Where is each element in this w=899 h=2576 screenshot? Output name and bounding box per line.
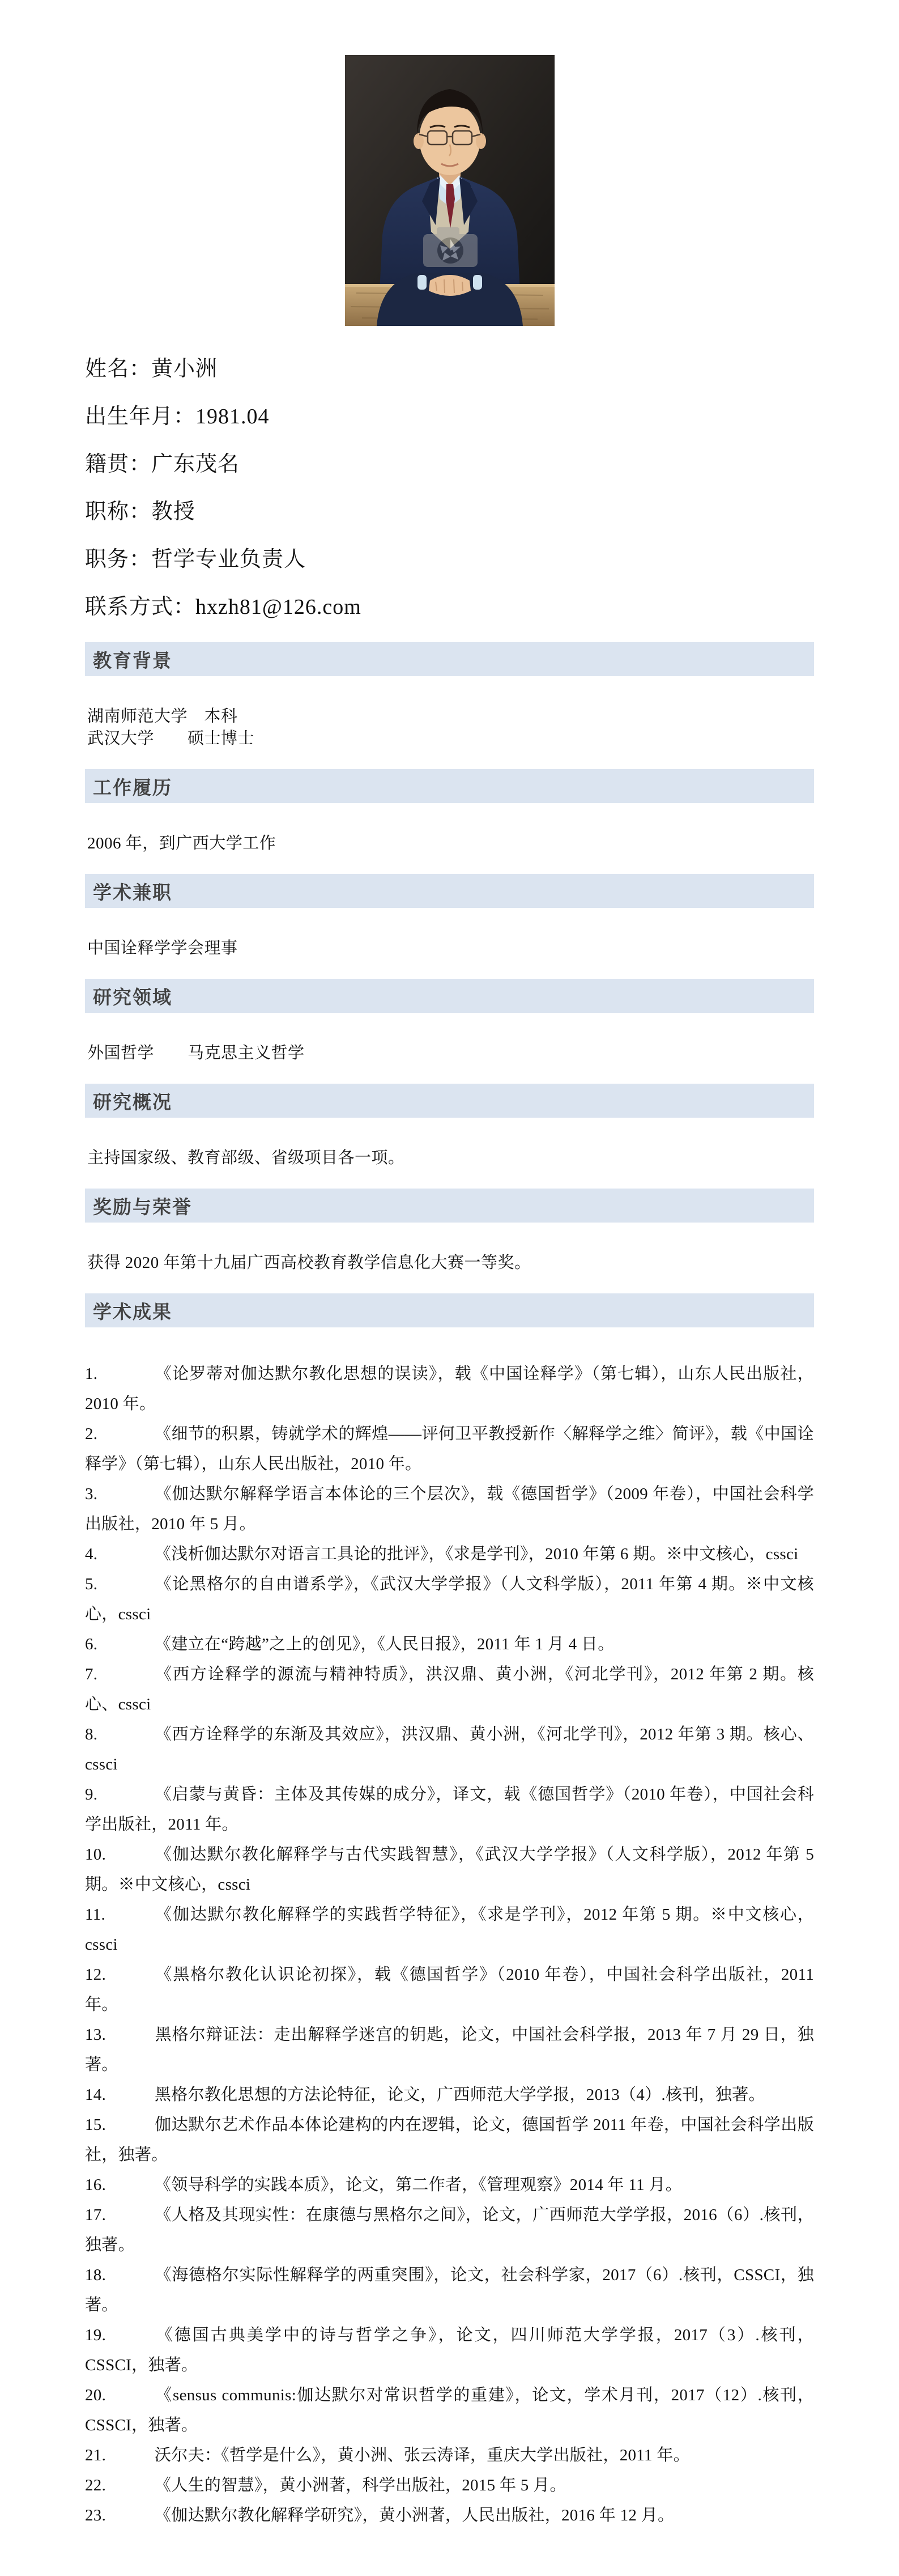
publication-number: 12. — [85, 1966, 106, 1984]
publication-number: 22. — [85, 2476, 106, 2494]
publication-text: 《西方诠释学的源流与精神特质》，洪汉鼎、黄小洲，《河北学刊》，2012 年第 2 期。核心、cssci — [85, 1665, 814, 1713]
field-value: hxzh81@126.com — [195, 595, 361, 619]
publication-text: 黑格尔辩证法：走出解释学迷宫的钥匙，论文，中国社会科学报，2013 年 7 月 29 日，独著。 — [85, 2026, 814, 2074]
publication-item — [85, 1479, 814, 1539]
field-value: 教授 — [151, 500, 196, 524]
profile-photo-graphic — [345, 55, 555, 326]
section-title: 奖励与荣誉 — [93, 1196, 192, 1217]
publication-item — [85, 2441, 814, 2471]
publication-text: 《启蒙与黄昏：主体及其传媒的成分》，译文，载《德国哲学》（2010 年卷），中国社会科学出版社，2011 年。 — [85, 1785, 814, 1834]
personal-info — [85, 345, 814, 631]
publication-item — [85, 1569, 814, 1629]
section-header-education — [85, 642, 814, 676]
publication-number: 3. — [85, 1485, 98, 1503]
section-content-line: 主持国家级、教育部级、省级项目各一项。 — [87, 1149, 405, 1167]
section-academic-service — [85, 874, 814, 979]
publication-number: 5. — [85, 1575, 98, 1593]
section-content-line: 2006 年，到广西大学工作 — [87, 834, 276, 852]
section-title: 研究领域 — [93, 986, 172, 1008]
field-value: 广东茂名 — [151, 452, 240, 476]
section-content-line: 获得 2020 年第十九届广西高校教育教学信息化大赛一等奖。 — [87, 1254, 531, 1272]
section-content-education — [85, 676, 814, 769]
publication-number: 2. — [85, 1425, 98, 1443]
publication-number: 17. — [85, 2206, 106, 2224]
publication-number: 1. — [85, 1365, 98, 1383]
publication-text: 《海德格尔实际性解释学的两重突围》，论文，社会科学家，2017（6）.核刊，CSSCI，独著。 — [85, 2266, 814, 2314]
section-header-research-fields — [85, 979, 814, 1013]
publication-number: 11. — [85, 1906, 106, 1924]
publication-item — [85, 2380, 814, 2441]
section-content-research-overview — [85, 1118, 814, 1189]
publication-list — [85, 1327, 814, 2576]
publication-text: 《黑格尔教化认识论初探》，载《德国哲学》（2010 年卷），中国社会科学出版社，2011 年。 — [85, 1966, 814, 2014]
publication-number: 10. — [85, 1845, 106, 1864]
field-value: 1981.04 — [195, 405, 270, 428]
section-header-academic-service — [85, 874, 814, 908]
section-title: 工作履历 — [93, 776, 172, 798]
publication-item — [85, 2110, 814, 2170]
section-content-work-history — [85, 803, 814, 874]
section-content-academic-service — [85, 908, 814, 979]
publication-text: 《德国古典美学中的诗与哲学之争》，论文，四川师范大学学报，2017（3）.核刊，CSSCI，独著。 — [85, 2326, 814, 2374]
profile-field-native-place — [85, 440, 814, 488]
profile-field-name — [85, 345, 814, 393]
section-title: 学术成果 — [93, 1301, 172, 1322]
profile-field-title — [85, 488, 814, 536]
publication-number: 14. — [85, 2086, 106, 2104]
publication-item — [85, 1720, 814, 1780]
publication-item — [85, 1359, 814, 1419]
publication-number: 18. — [85, 2266, 106, 2284]
section-education — [85, 642, 814, 769]
publication-item — [85, 2080, 814, 2110]
publication-number: 4. — [85, 1545, 98, 1563]
section-content-line: 外国哲学 马克思主义哲学 — [87, 1044, 305, 1062]
publication-number: 9. — [85, 1785, 98, 1803]
publication-number: 16. — [85, 2176, 106, 2194]
profile-field-position — [85, 536, 814, 583]
publication-text: 《人格及其现实性：在康德与黑格尔之间》，论文，广西师范大学学报，2016（6）.核刊，独著。 — [85, 2206, 814, 2254]
section-content-research-fields — [85, 1013, 814, 1084]
profile-field-contact — [85, 583, 814, 631]
publication-number: 13. — [85, 2026, 106, 2044]
publication-item — [85, 1419, 814, 1479]
publication-number: 15. — [85, 2116, 106, 2134]
publication-text: 《论黑格尔的自由谱系学》，《武汉大学学报》（人文科学版），2011 年第 4 期。※中文核心，cssci — [85, 1575, 814, 1623]
publication-text: 《浅析伽达默尔对语言工具论的批评》，《求是学刊》，2010 年第 6 期。※中文核心，cssci — [155, 1545, 799, 1563]
publication-item — [85, 1660, 814, 1720]
publication-item — [85, 2320, 814, 2380]
publication-item — [85, 1629, 814, 1660]
publication-number: 7. — [85, 1665, 98, 1683]
publication-text: 《西方诠释学的东渐及其效应》，洪汉鼎、黄小洲，《河北学刊》，2012 年第 3 期。核心、cssci — [85, 1725, 814, 1773]
profile-field-birth-date — [85, 393, 814, 440]
field-label: 姓名： — [85, 357, 152, 381]
publication-text: 《伽达默尔教化解释学研究》，黄小洲著，人民出版社，2016 年 12 月。 — [155, 2506, 675, 2524]
publication-item — [85, 1900, 814, 1960]
publication-number: 23. — [85, 2506, 106, 2524]
section-header-research-overview — [85, 1084, 814, 1118]
section-title: 学术兼职 — [93, 881, 172, 903]
field-label: 籍贯： — [85, 452, 152, 476]
section-content-awards — [85, 1223, 814, 1293]
publication-text: 《伽达默尔教化解释学的实践哲学特征》，《求是学刊》，2012 年第 5 期。※中文核心，cssci — [85, 1906, 814, 1954]
cv-sections — [0, 642, 899, 1293]
section-research-overview — [85, 1084, 814, 1189]
publication-text: 《伽达默尔解释学语言本体论的三个层次》，载《德国哲学》（2009 年卷），中国社会科学出版社，2010 年 5 月。 — [85, 1485, 814, 1533]
publication-text: 黑格尔教化思想的方法论特征，论文，广西师范大学学报，2013（4）.核刊，独著。 — [155, 2086, 765, 2104]
publication-item — [85, 2170, 814, 2200]
field-value: 哲学专业负责人 — [151, 548, 306, 571]
section-content-line: 武汉大学 硕士博士 — [87, 729, 255, 748]
publication-text: 《论罗蒂对伽达默尔教化思想的误读》，载《中国诠释学》（第七辑），山东人民出版社，2010 年。 — [85, 1365, 814, 1413]
publication-item — [85, 1840, 814, 1900]
profile-photo — [345, 55, 555, 326]
section-title: 教育背景 — [93, 650, 172, 671]
publication-number: 6. — [85, 1635, 98, 1653]
field-label: 职务： — [85, 548, 152, 571]
section-header-work-history — [85, 769, 814, 803]
section-header-awards — [85, 1189, 814, 1223]
section-publications — [85, 1293, 814, 2576]
publication-item — [85, 1539, 814, 1569]
publication-number: 8. — [85, 1725, 98, 1743]
publication-item — [85, 1780, 814, 1840]
publication-text: 《sensus communis:伽达默尔对常识哲学的重建》，论文，学术月刊，2017（12）.核刊，CSSCI，独著。 — [85, 2386, 814, 2434]
publication-item — [85, 1960, 814, 2020]
section-research-fields — [85, 979, 814, 1084]
publication-item — [85, 2200, 814, 2260]
field-value: 黄小洲 — [151, 357, 218, 381]
section-content-line: 湖南师范大学 本科 — [87, 707, 238, 725]
section-awards — [85, 1189, 814, 1293]
section-work-history — [85, 769, 814, 874]
section-title: 研究概况 — [93, 1091, 172, 1113]
publication-text: 《建立在“跨越”之上的创见》，《人民日报》，2011 年 1 月 4 日。 — [155, 1635, 615, 1653]
publication-number: 21. — [85, 2446, 106, 2464]
section-header-publications — [85, 1293, 814, 1327]
publication-text: 沃尔夫：《哲学是什么》，黄小洲、张云涛译，重庆大学出版社，2011 年。 — [155, 2446, 690, 2464]
field-label: 联系方式： — [85, 595, 196, 619]
publication-text: 《细节的积累，铸就学术的辉煌——评何卫平教授新作〈解释学之维〉简评》，载《中国诠释学》（第七辑），山东人民出版社，2010 年。 — [85, 1425, 814, 1473]
publication-text: 《伽达默尔教化解释学与古代实践智慧》，《武汉大学学报》（人文科学版），2012 年第 5 期。※中文核心，cssci — [85, 1845, 814, 1894]
publication-number: 20. — [85, 2386, 106, 2404]
publication-text: 伽达默尔艺术作品本体论建构的内在逻辑，论文，德国哲学 2011 年卷，中国社会科学出版社，独著。 — [85, 2116, 814, 2164]
publication-item — [85, 2020, 814, 2080]
section-content-line: 中国诠释学学会理事 — [87, 939, 238, 957]
publication-item — [85, 2501, 814, 2531]
publication-item — [85, 2260, 814, 2320]
publication-number: 19. — [85, 2326, 106, 2344]
field-label: 出生年月： — [85, 405, 196, 428]
publication-text: 《人生的智慧》，黄小洲著，科学出版社，2015 年 5 月。 — [155, 2476, 566, 2494]
publication-text: 《领导科学的实践本质》，论文，第二作者，《管理观察》2014 年 11 月。 — [155, 2176, 683, 2194]
field-label: 职称： — [85, 500, 152, 524]
publication-item — [85, 2471, 814, 2501]
